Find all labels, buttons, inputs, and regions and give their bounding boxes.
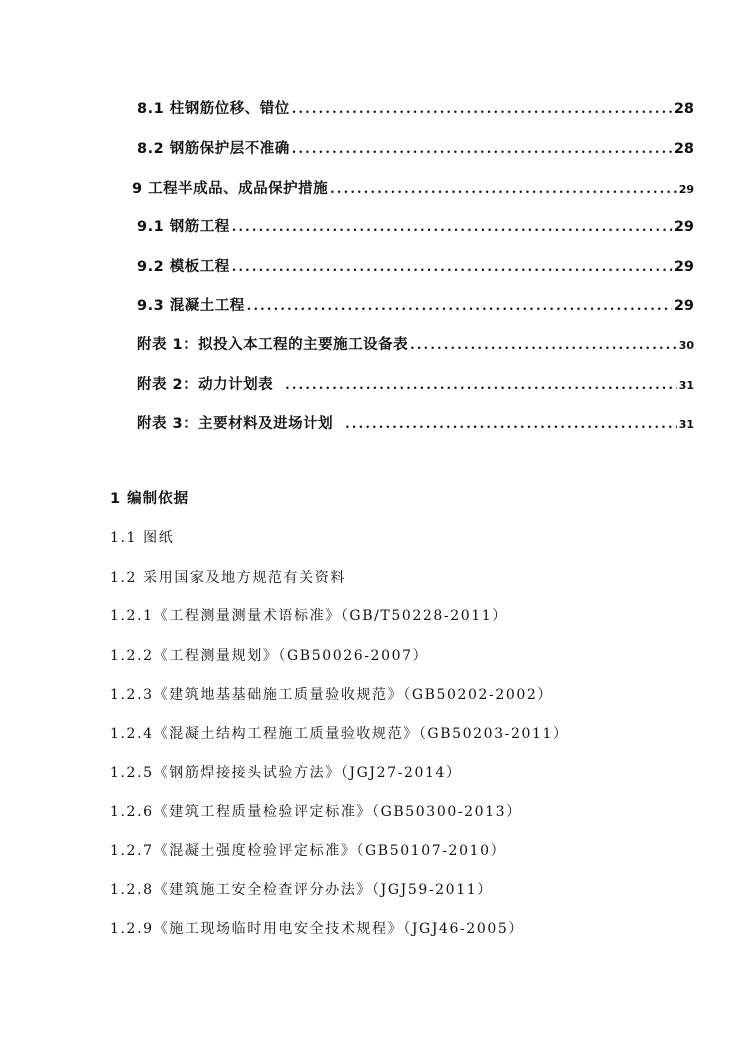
toc-entry[interactable] (137, 333, 694, 357)
toc-entry-title: 8.1 柱钢筋位移、错位 (137, 101, 290, 117)
toc-entry-title: 9.1 钢筋工程 (137, 219, 230, 235)
toc-entry-title: 9 工程半成品、成品保护措施 (132, 181, 329, 197)
toc-entry[interactable] (137, 294, 694, 318)
body-line: 1.1 图纸 (110, 530, 175, 546)
toc-entry[interactable] (137, 137, 694, 161)
toc-entry-page: 28 (673, 101, 694, 117)
toc-entry-title: 8.2 钢筋保护层不准确 (137, 141, 290, 157)
toc-entry-page: 29 (673, 259, 694, 275)
body-line: 1.2.5《钢筋焊接接头试验方法》（JGJ27-2014） (110, 765, 462, 781)
toc-entry[interactable] (137, 373, 694, 397)
toc-entry[interactable] (132, 177, 694, 201)
toc-entry-page: 29 (673, 298, 694, 314)
toc-entry-title: 9.3 混凝土工程 (137, 298, 245, 314)
toc-entry-page: 29 (678, 183, 694, 196)
body-line: 1.2.6《建筑工程质量检验评定标准》（GB50300-2013） (110, 804, 522, 820)
body-line: 1.2.8《建筑施工安全检查评分办法》（JGJ59-2011） (110, 882, 493, 898)
toc-leader-dots (345, 417, 677, 432)
section-heading: 1 编制依据 (110, 491, 190, 507)
toc-leader-dots (330, 182, 677, 197)
body-line: 1.2.4《混凝土结构工程施工质量验收规范》（GB50203-2011） (110, 726, 569, 742)
toc-entry-title: 9.2 模板工程 (137, 259, 230, 275)
body-line: 1.2.3《建筑地基基础施工质量验收规范》（GB50202-2002） (110, 687, 553, 703)
toc-entry-page: 31 (678, 418, 694, 431)
body-line: 1.2.2《工程测量规划》（GB50026-2007） (110, 648, 429, 664)
toc-leader-dots (410, 338, 677, 353)
toc-entry-page: 30 (678, 339, 694, 352)
toc-leader-dots (292, 102, 672, 117)
toc-entry-page: 29 (673, 219, 694, 235)
toc-entry[interactable] (137, 97, 694, 121)
body-line: 1.2.9《施工现场临时用电安全技术规程》（JGJ46-2005） (110, 921, 525, 937)
toc-entry[interactable] (137, 215, 694, 239)
toc-leader-dots (285, 378, 677, 393)
toc-entry-page: 28 (673, 141, 694, 157)
toc-entry[interactable] (137, 255, 694, 279)
body-line: 1.2 采用国家及地方规范有关资料 (110, 570, 346, 586)
body-line: 1.2.7《混凝土强度检验评定标准》（GB50107-2010） (110, 843, 507, 859)
toc-entry[interactable] (137, 412, 694, 436)
toc-entry-title: 附表 1：拟投入本工程的主要施工设备表 (137, 337, 409, 353)
toc-leader-dots (232, 220, 672, 235)
toc-entry-page: 31 (678, 379, 694, 392)
toc-leader-dots (292, 142, 672, 157)
toc-entry-title: 附表 3：主要材料及进场计划 (137, 416, 334, 432)
toc-entry-title: 附表 2：动力计划表 (137, 377, 274, 393)
toc-leader-dots (247, 299, 672, 314)
toc-leader-dots (232, 260, 672, 275)
body-line: 1.2.1《工程测量测量术语标准》（GB/T50228-2011） (110, 608, 508, 624)
